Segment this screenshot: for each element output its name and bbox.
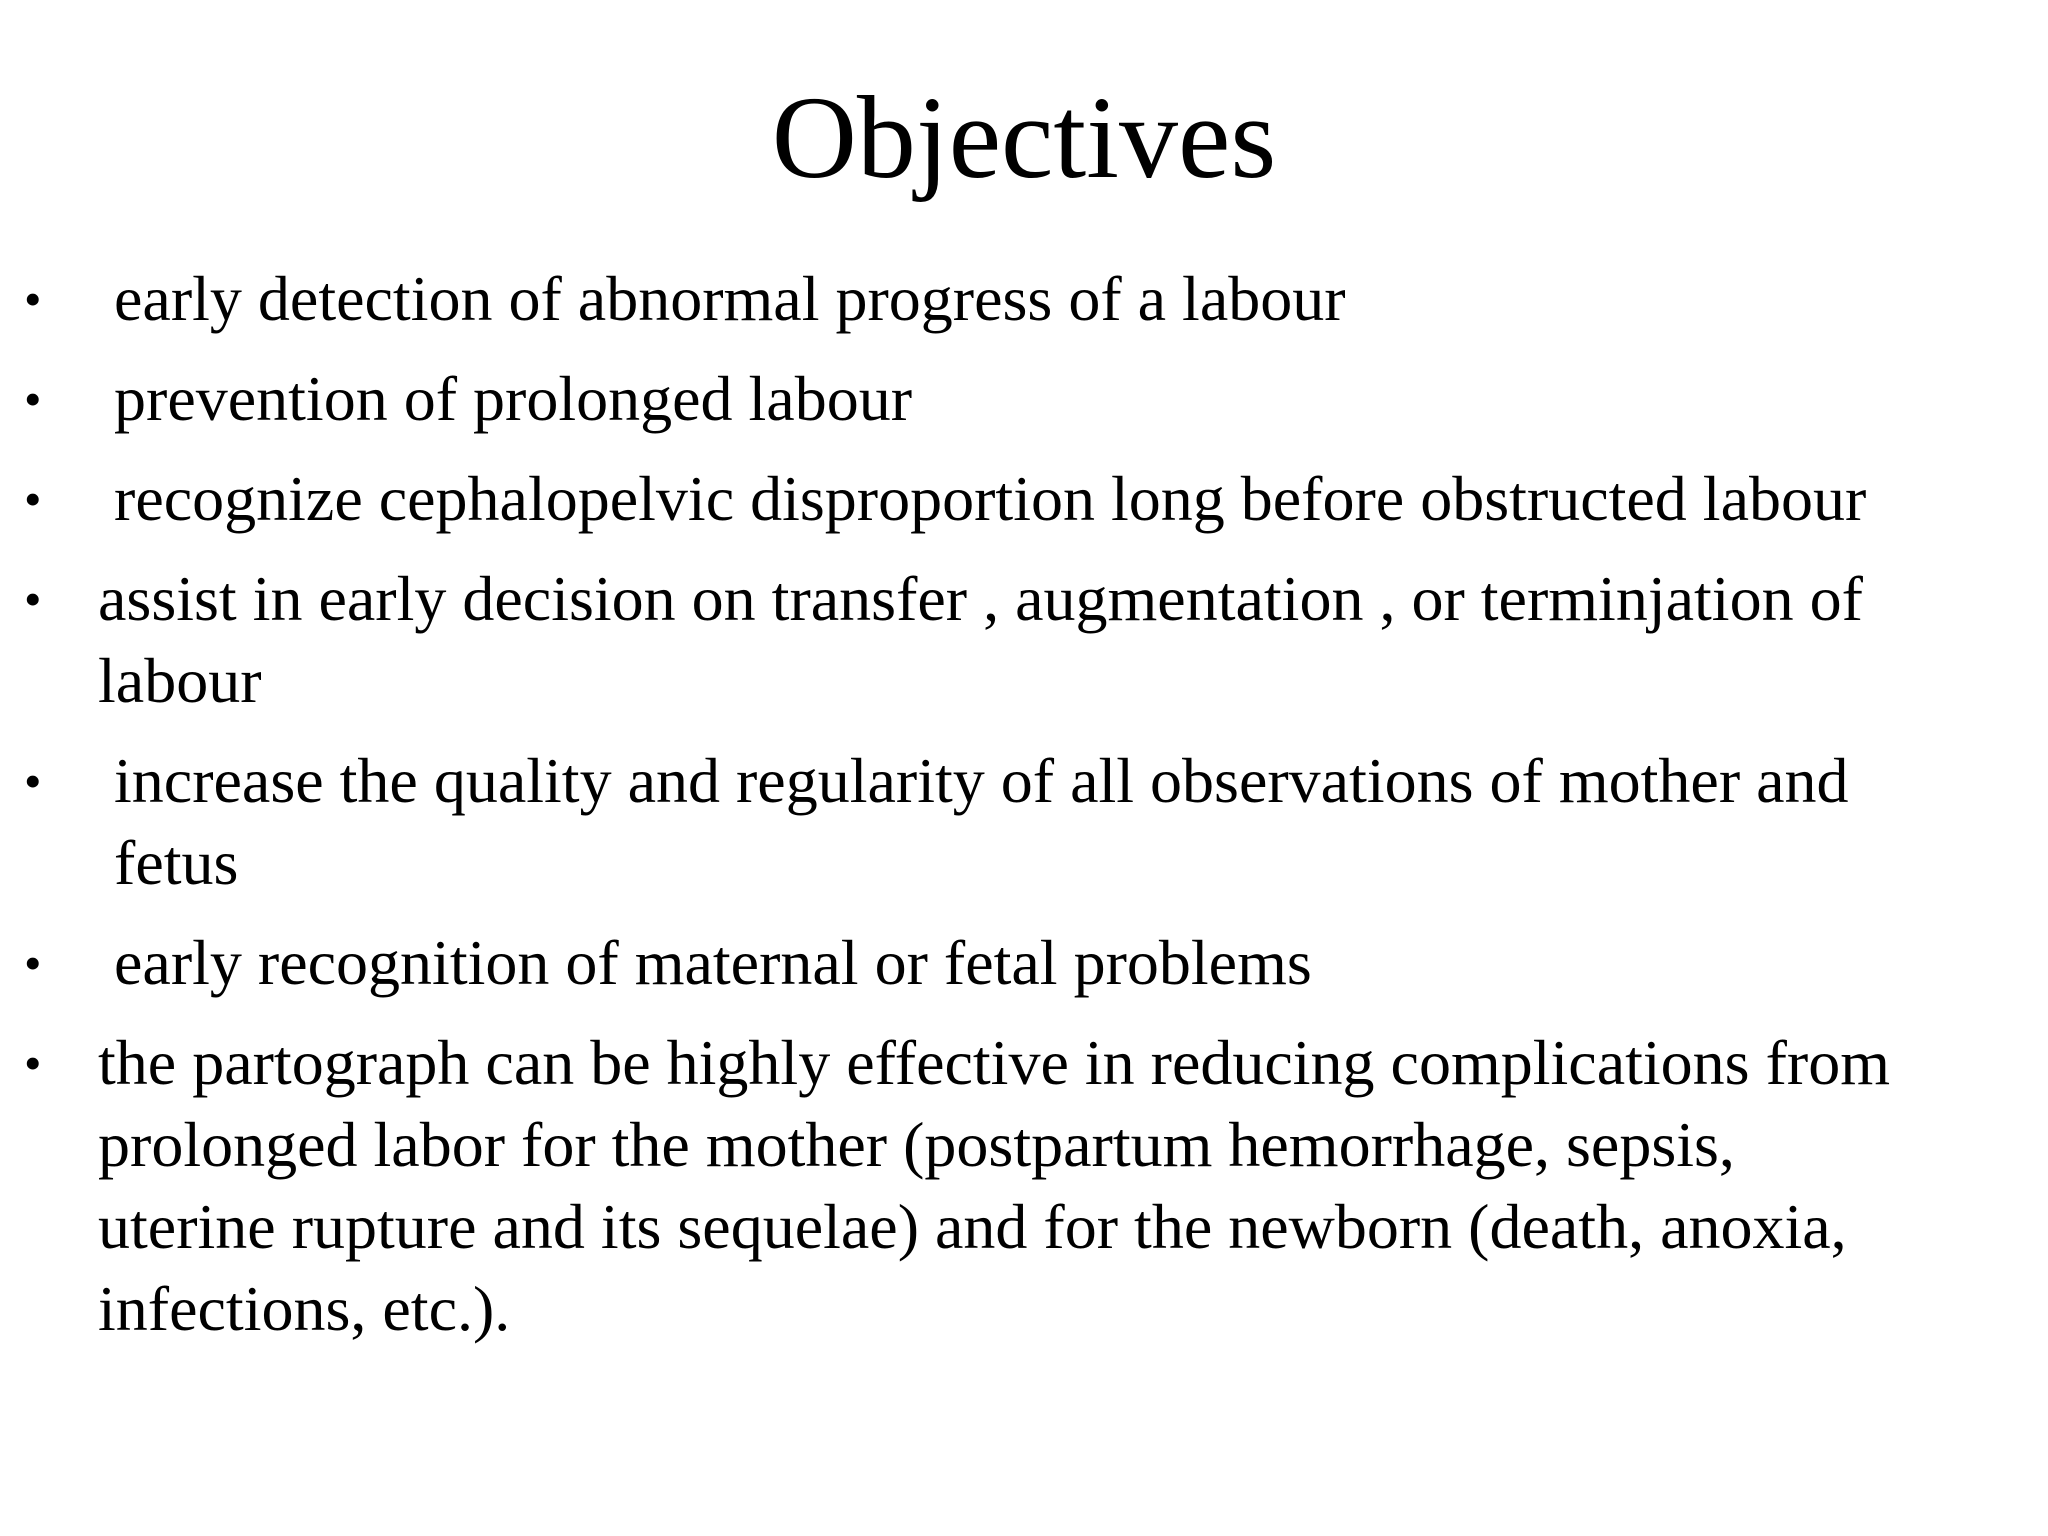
bullet-icon: • (24, 471, 42, 527)
bullet-icon: • (24, 371, 42, 427)
list-item-text: assist in early decision on transfer , augmentation , or terminjation of labour (98, 563, 1863, 716)
list-item-text: early recognition of maternal or fetal problems (114, 927, 1312, 998)
list-item-text: recognize cephalopelvic disproportion long before obstructed labour (114, 463, 1867, 534)
slide-title: Objectives (771, 72, 1277, 203)
bullet-icon: • (24, 935, 42, 991)
bullet-icon: • (24, 271, 42, 327)
list-item-text: early detection of abnormal progress of a labour (114, 263, 1346, 334)
bullet-icon: • (24, 1035, 42, 1091)
bullet-icon: • (24, 571, 42, 627)
list-item-text: the partograph can be highly effective in reducing complications from prolonged labor for the mother (postpartum hemorrhage, sepsis, uterine rupture and its sequelae) and for the newborn (death, anoxia, infections, etc.). (98, 1027, 1890, 1344)
list-item-text: prevention of prolonged labour (114, 363, 912, 434)
list-item-text: increase the quality and regularity of all observations of mother and fetus (114, 745, 1849, 898)
bullet-icon: • (24, 753, 42, 809)
